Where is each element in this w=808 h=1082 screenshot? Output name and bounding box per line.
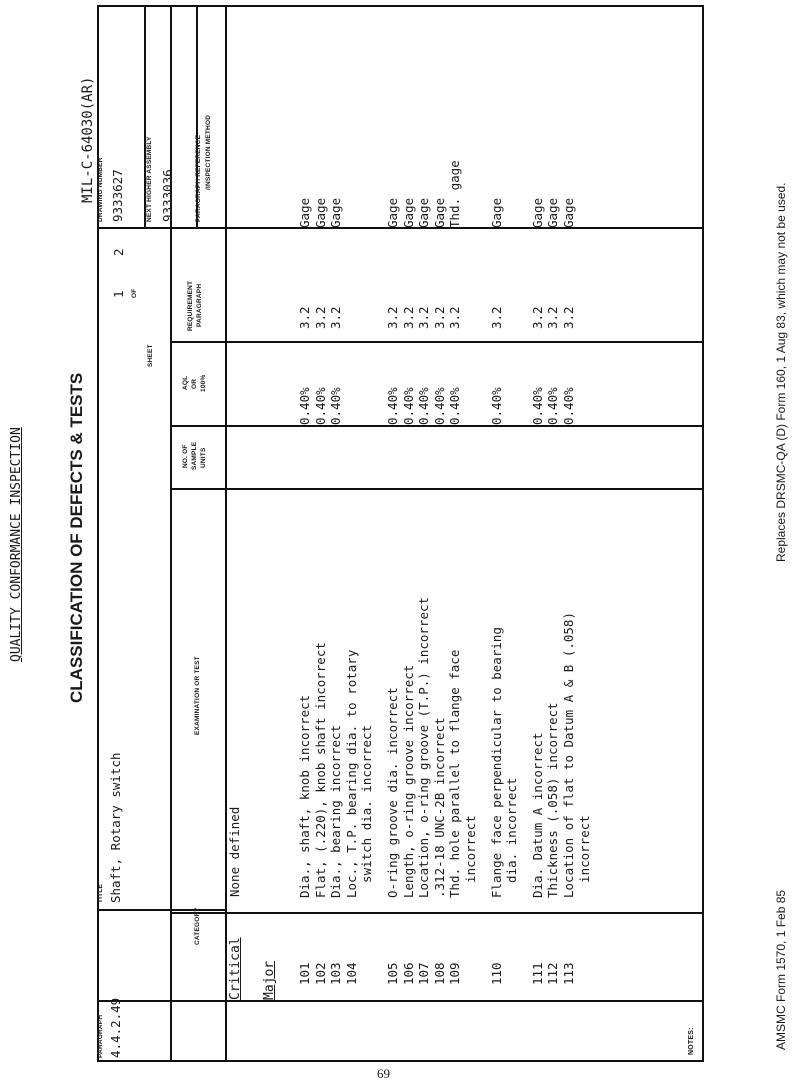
sheet-total: 2 xyxy=(111,248,126,256)
row-method: Gage xyxy=(545,197,561,228)
footer-form: AMSMC Form 1570, 1 Feb 85 xyxy=(774,889,788,1050)
page-heading: QUALITY CONFORMANCE INSPECTION xyxy=(9,427,24,662)
row-aql: 0.40% xyxy=(416,387,432,425)
row-req: 3.2 xyxy=(328,306,344,329)
row-req: 3.2 xyxy=(488,306,504,329)
row-method: Gage xyxy=(416,197,432,228)
row-exam-line: .312-18 UNC-2B incorrect xyxy=(431,717,447,898)
paragraph-value: 4.4.2.49 xyxy=(108,997,123,1058)
aql-header-2: OR xyxy=(191,378,198,389)
column-header-divider xyxy=(225,5,227,1062)
sheet-number: 1 xyxy=(111,290,126,298)
row-req: 3.2 xyxy=(400,306,416,329)
exam-header: EXAMINATION OR TEST xyxy=(194,656,201,735)
row-exam-line: Length, o-ring groove incorrect xyxy=(400,664,416,898)
row-req: 3.2 xyxy=(545,306,561,329)
category-divider xyxy=(170,912,704,914)
row-exam-line: dia. incorrect xyxy=(504,777,520,898)
row-method: Gage xyxy=(561,197,576,228)
row-exam-line: Flange face perpendicular to bearing xyxy=(488,627,504,898)
notes-divider xyxy=(97,1000,704,1002)
row-aql: 0.40% xyxy=(447,387,463,425)
row-req: 3.2 xyxy=(529,306,545,329)
footer-replaces: Replaces DRSMC-QA (D) Form 160, 1 Aug 83, which may not be used. xyxy=(774,182,788,562)
row-aql: 0.40% xyxy=(400,387,416,425)
samples-header-3: UNITS xyxy=(200,447,207,468)
row-aql: 0.40% xyxy=(431,387,447,425)
paragraph-cell-divider xyxy=(97,909,227,911)
row-code: 104 xyxy=(343,962,359,985)
row-code: 108 xyxy=(431,962,447,985)
row-method: Thd. gage xyxy=(447,160,463,228)
sheet-label: SHEET xyxy=(147,344,154,367)
row-aql: 0.40% xyxy=(529,387,545,425)
row-exam-line: O-ring groove dia. incorrect xyxy=(385,687,400,898)
row-exam-line: incorrect xyxy=(463,815,478,898)
row-method: Gage xyxy=(431,197,447,228)
row-exam-line: switch dia. incorrect xyxy=(359,724,375,898)
row-method: Gage xyxy=(297,197,312,228)
nha-label: NEXT HIGHER ASSEMBLY xyxy=(146,136,153,222)
row-req: 3.2 xyxy=(297,306,312,329)
row-exam-line: Location, o-ring groove (T.P.) incorrect xyxy=(416,596,432,898)
row-exam-line: Dia., shaft, knob incorrect xyxy=(297,694,312,898)
row-aql: 0.40% xyxy=(561,387,576,425)
paragraph-label: PARAGRAPH xyxy=(97,1014,104,1058)
req-header-2: PARAGRAPH xyxy=(196,283,203,327)
row-code: 101 xyxy=(297,962,312,985)
row-method: Gage xyxy=(328,197,344,228)
row-req: 3.2 xyxy=(561,306,576,329)
drawing-number-value: 9333627 xyxy=(110,169,125,222)
row-aql: 0.40% xyxy=(385,387,400,425)
nha-value: 9333036 xyxy=(160,169,175,222)
exam-divider xyxy=(170,488,704,490)
row-exam-line: Thickness (.058) incorrect xyxy=(545,702,561,898)
row-exam-line: Loc., T.P. bearing dia. to rotary xyxy=(343,649,359,898)
header-row-divider xyxy=(170,5,172,1062)
row-method: Gage xyxy=(312,197,328,228)
row-code: 105 xyxy=(385,962,400,985)
row-aql: 0.40% xyxy=(297,387,312,425)
title-label: TITLE xyxy=(97,883,104,903)
notes-label: NOTES: xyxy=(688,1027,695,1055)
row-exam-line: incorrect xyxy=(576,815,592,898)
row-code: 113 xyxy=(561,962,576,985)
category-header: CATEGORY xyxy=(194,907,201,945)
row-method: Gage xyxy=(385,197,400,228)
row-aql: 0.40% xyxy=(545,387,561,425)
samples-header-2: SAMPLE xyxy=(191,441,198,470)
row-method: Gage xyxy=(400,197,416,228)
page-number: 69 xyxy=(377,1066,390,1081)
title-value: Shaft, Rotary switch xyxy=(108,752,123,903)
row-code: 109 xyxy=(447,962,463,985)
sheet-of-label: OF xyxy=(131,288,138,298)
req-aql-divider xyxy=(170,341,704,343)
category-critical: Critical xyxy=(228,937,243,1000)
aql-header-1: AQL xyxy=(182,375,189,390)
row-req: 3.2 xyxy=(416,306,432,329)
row-code: 110 xyxy=(488,962,504,985)
aql-header-3: 100% xyxy=(200,374,207,392)
row-req: 3.2 xyxy=(447,306,463,329)
drawing-number-label: DRAWING NUMBER xyxy=(97,157,104,222)
critical-text: None defined xyxy=(227,806,242,897)
row-exam-line: Flat, (.220), knob shaft incorrect xyxy=(312,642,328,898)
row-code: 102 xyxy=(312,962,328,985)
spec-number: MIL-C-64030(AR) xyxy=(80,76,96,203)
row-code: 107 xyxy=(416,962,432,985)
row-req: 3.2 xyxy=(312,306,328,329)
row-aql: 0.40% xyxy=(312,387,328,425)
ref-header-1: PARAGRAPH REFERENCE xyxy=(195,134,202,222)
req-header-1: REQUIREMENT xyxy=(187,280,194,331)
row-exam-line: Dia. Datum A incorrect xyxy=(529,732,545,898)
row-code: 112 xyxy=(545,962,561,985)
row-code: 111 xyxy=(529,962,545,985)
ref-header-2: /INSPECTION METHOD xyxy=(205,114,212,190)
form-title: CLASSIFICATION OF DEFECTS & TESTS xyxy=(67,372,86,703)
row-code: 103 xyxy=(328,962,344,985)
row-method: Gage xyxy=(529,197,545,228)
row-exam-line: Dia., bearing incorrect xyxy=(328,724,344,898)
row-exam-line: Thd. hole parallel to flange face xyxy=(447,649,463,898)
row-aql: 0.40% xyxy=(328,387,344,425)
form-frame xyxy=(97,5,704,1062)
row-req: 3.2 xyxy=(431,306,447,329)
row-code: 106 xyxy=(400,962,416,985)
row-aql: 0.40% xyxy=(488,387,504,425)
samples-header-1: NO. OF xyxy=(182,444,189,468)
row-method: Gage xyxy=(488,197,504,228)
aql-samples-divider xyxy=(170,425,704,427)
row-exam-line: Location of flat to Datum A & B (.058) xyxy=(561,612,576,898)
category-major: Major xyxy=(262,960,277,1000)
row-req: 3.2 xyxy=(385,306,400,329)
